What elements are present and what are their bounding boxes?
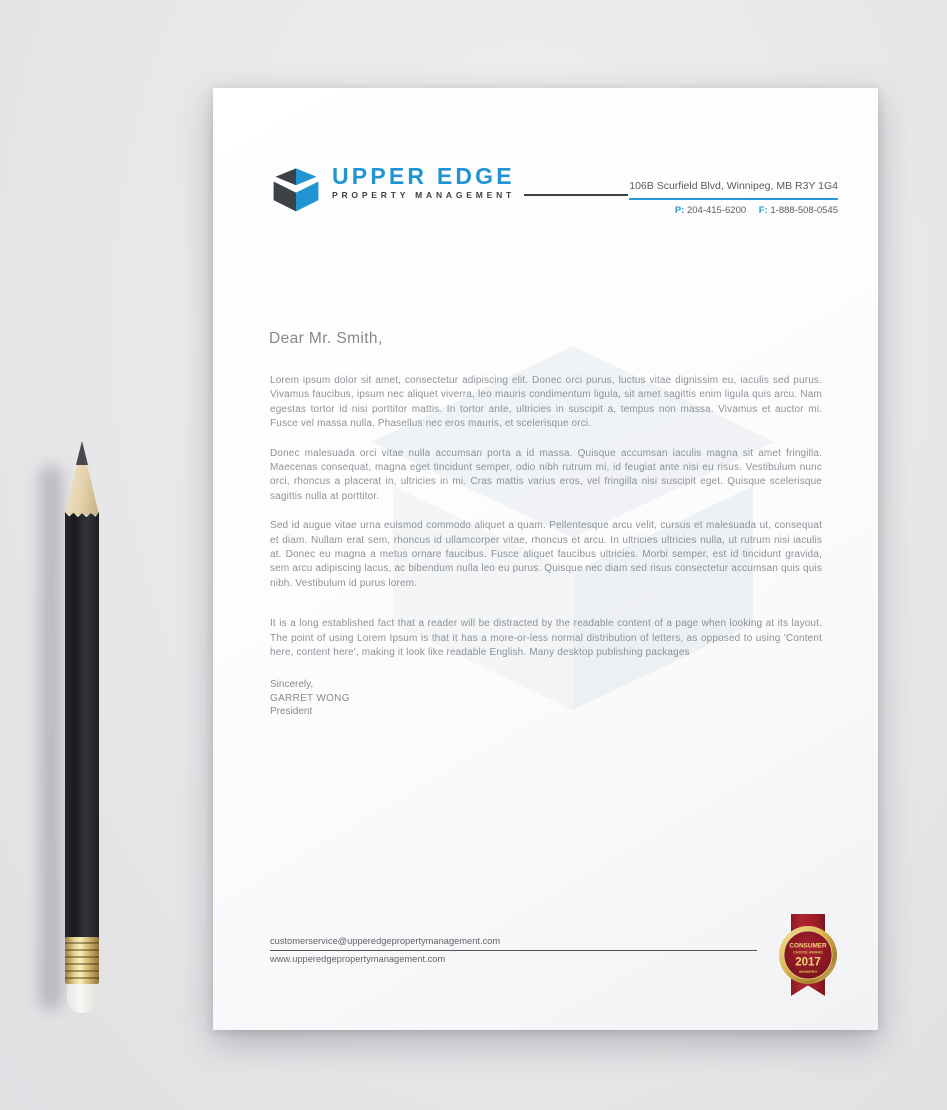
pencil-ferrule xyxy=(65,937,99,984)
pencil-graphite-point xyxy=(76,441,88,465)
phone-fax-row xyxy=(629,200,838,216)
letter-page xyxy=(213,88,878,1030)
company-logo xyxy=(268,164,628,212)
badge-line1: CONSUMER xyxy=(789,942,827,950)
paragraph-3: Sed id augue vitae urna euismod commodo aliquet a quam. Pellentesque arcu velit, cursus et malesuada ut, consequat et diam. Nullam erat sem, rhoncus id ullamcorper vitae, rhoncus et arcu. In ultricies ultricies nulla, ut rutrum nisi iaculis at. Donec eu magna a metus ornare faucibus. Fusce aliquet faucibus ultricies. Morbi semper, est id tincidunt gravida, sem arcu adipiscing lacus, ac bibendum nulla leo eu purus. Quisque nec diam sed risus consectetur accumsan quis quis nibh. Vestibulum id purus lorem. xyxy=(270,520,822,589)
fax-number: 1-888-508-0545 xyxy=(770,205,838,216)
company-address: 106B Scurfield Blvd, Winnipeg, MB R3Y 1G4 xyxy=(629,180,838,200)
company-name: UPPER EDGE xyxy=(332,163,515,189)
footer-website: www.upperedgepropertymanagement.com xyxy=(270,954,446,964)
pencil-shadow xyxy=(39,465,63,1010)
signer-title: President xyxy=(270,706,313,717)
paragraph-1: Lorem ipsum dolor sit amet, consectetur adipiscing elit. Donec orci purus, luctus vitae dignissim eu, iaculis sed purus. Vivamus faucibus, ipsum nec aliquet viverra, leo mauris condimentum ligula, sit amet sagittis enim ligula quis arcu. Nam egestas tortor id nisi porttitor mattis. In tortor ante, ultricies in suscipit a, tempus non massa. Vivamus et auctor mi. Fusce vel massa nulla. Phasellus nec eros mauris, et scelerisque orci. xyxy=(270,375,822,430)
footer-divider-line xyxy=(270,950,757,951)
pencil-eraser xyxy=(67,983,97,1013)
phone-label: P: xyxy=(674,205,685,216)
consumer-choice-award-badge xyxy=(777,914,839,1008)
footer-email: customerservice@upperedgepropertymanagement.com xyxy=(270,936,501,946)
letter-body xyxy=(270,374,822,676)
logo-text xyxy=(332,164,628,200)
paragraph-4: It is a long established fact that a reader will be distracted by the readable content of a page when looking at its layout. The point of using Lorem Ipsum is that it has a more-or-less normal distribution of letters, as opposed to using 'Content here, content here', making it look like readable English. Many desktop publishing packages xyxy=(270,618,822,659)
phone-number: 204-415-6200 xyxy=(686,205,747,216)
award-medal-icon xyxy=(778,925,838,985)
badge-line2: CHOICE AWARD xyxy=(793,950,823,955)
signature-block xyxy=(270,678,350,719)
salutation: Dear Mr. Smith, xyxy=(269,330,383,347)
header-contact-block xyxy=(629,180,838,216)
pencil-body xyxy=(65,512,99,938)
paragraph-2: Donec malesuada orci vitae nulla accumsan porta a id massa. Quisque accumsan iaculis magna sit amet fringilla. Maecenas consequat, magna eget tincidunt semper, odio nibh rutrum mi, id feugiat ante nisi eu risus. Vestibulum nunc orci, rhoncus a placerat in, ultricies in mi. Cras mattis varius eros, vel fringilla nisi suscipit eget. Quisque scelerisque sagittis nulla at porttitor. xyxy=(270,447,822,502)
closing: Sincerely, xyxy=(270,679,314,690)
badge-city: WINNIPEG xyxy=(798,970,818,974)
badge-year: 2017 xyxy=(795,956,821,969)
upper-edge-cube-icon xyxy=(268,164,324,212)
pencil xyxy=(61,441,103,1016)
fax-label: F: xyxy=(758,205,768,216)
signer-name: GARRET WONG xyxy=(270,692,350,704)
company-tagline: PROPERTY MANAGEMENT xyxy=(332,190,516,200)
logo-divider-line xyxy=(524,194,628,196)
